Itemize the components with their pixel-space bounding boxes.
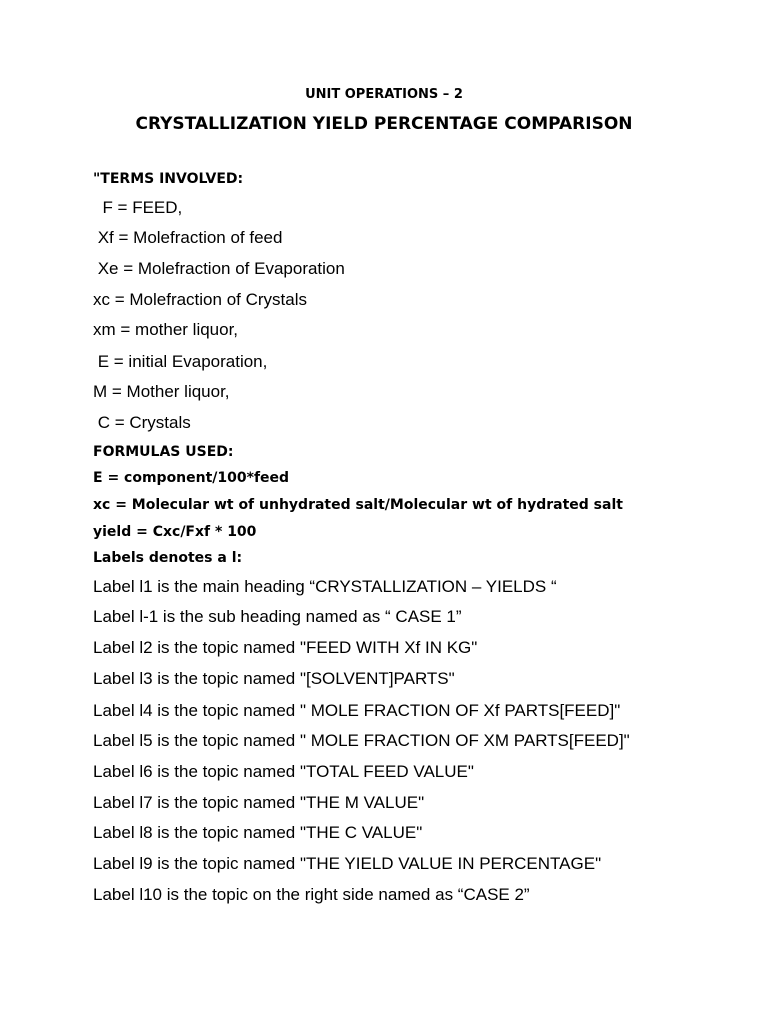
terms-heading: "TERMS INVOLVED: [93,171,244,187]
term-item: Xf = Molefraction of feed [93,228,283,247]
label-item: Label l8 is the topic named "THE C VALUE" [93,823,423,842]
term-item: C = Crystals [93,413,191,432]
term-item: M = Mother liquor, [93,382,230,401]
label-item: Label l-1 is the sub heading named as “ CASE 1” [93,607,462,626]
label-item: Label l7 is the topic named "THE M VALUE" [93,793,425,812]
formula-item: E = component/100*feed [93,470,290,486]
label-item: Label l3 is the topic named "[SOLVENT]PARTS" [93,669,455,688]
formula-item: yield = Cxc/Fxf * 100 [93,524,257,540]
term-item: xm = mother liquor, [93,320,239,339]
label-item: Label l2 is the topic named "FEED WITH Xf IN KG" [93,638,478,657]
formulas-heading: FORMULAS USED: [93,444,234,460]
labels-heading: Labels denotes a l: [93,550,243,566]
course-subtitle: UNIT OPERATIONS – 2 [305,87,463,102]
label-item: Label l6 is the topic named "TOTAL FEED VALUE" [93,762,474,781]
formula-item: xc = Molecular wt of unhydrated salt/Molecular wt of hydrated salt [93,497,623,513]
document-title: CRYSTALLIZATION YIELD PERCENTAGE COMPARISON [135,114,633,134]
term-item: F = FEED, [93,198,183,217]
term-item: Xe = Molefraction of Evaporation [93,259,345,278]
term-item: xc = Molefraction of Crystals [93,290,307,309]
term-item: E = initial Evaporation, [93,352,268,371]
label-item: Label l9 is the topic named "THE YIELD VALUE IN PERCENTAGE" [93,854,602,873]
label-item: Label l5 is the topic named " MOLE FRACTION OF XM PARTS[FEED]" [93,731,630,750]
label-item: Label l4 is the topic named " MOLE FRACTION OF Xf PARTS[FEED]" [93,701,621,720]
label-item: Label l10 is the topic on the right side named as “CASE 2” [93,885,530,904]
label-item: Label l1 is the main heading “CRYSTALLIZATION – YIELDS “ [93,577,557,596]
